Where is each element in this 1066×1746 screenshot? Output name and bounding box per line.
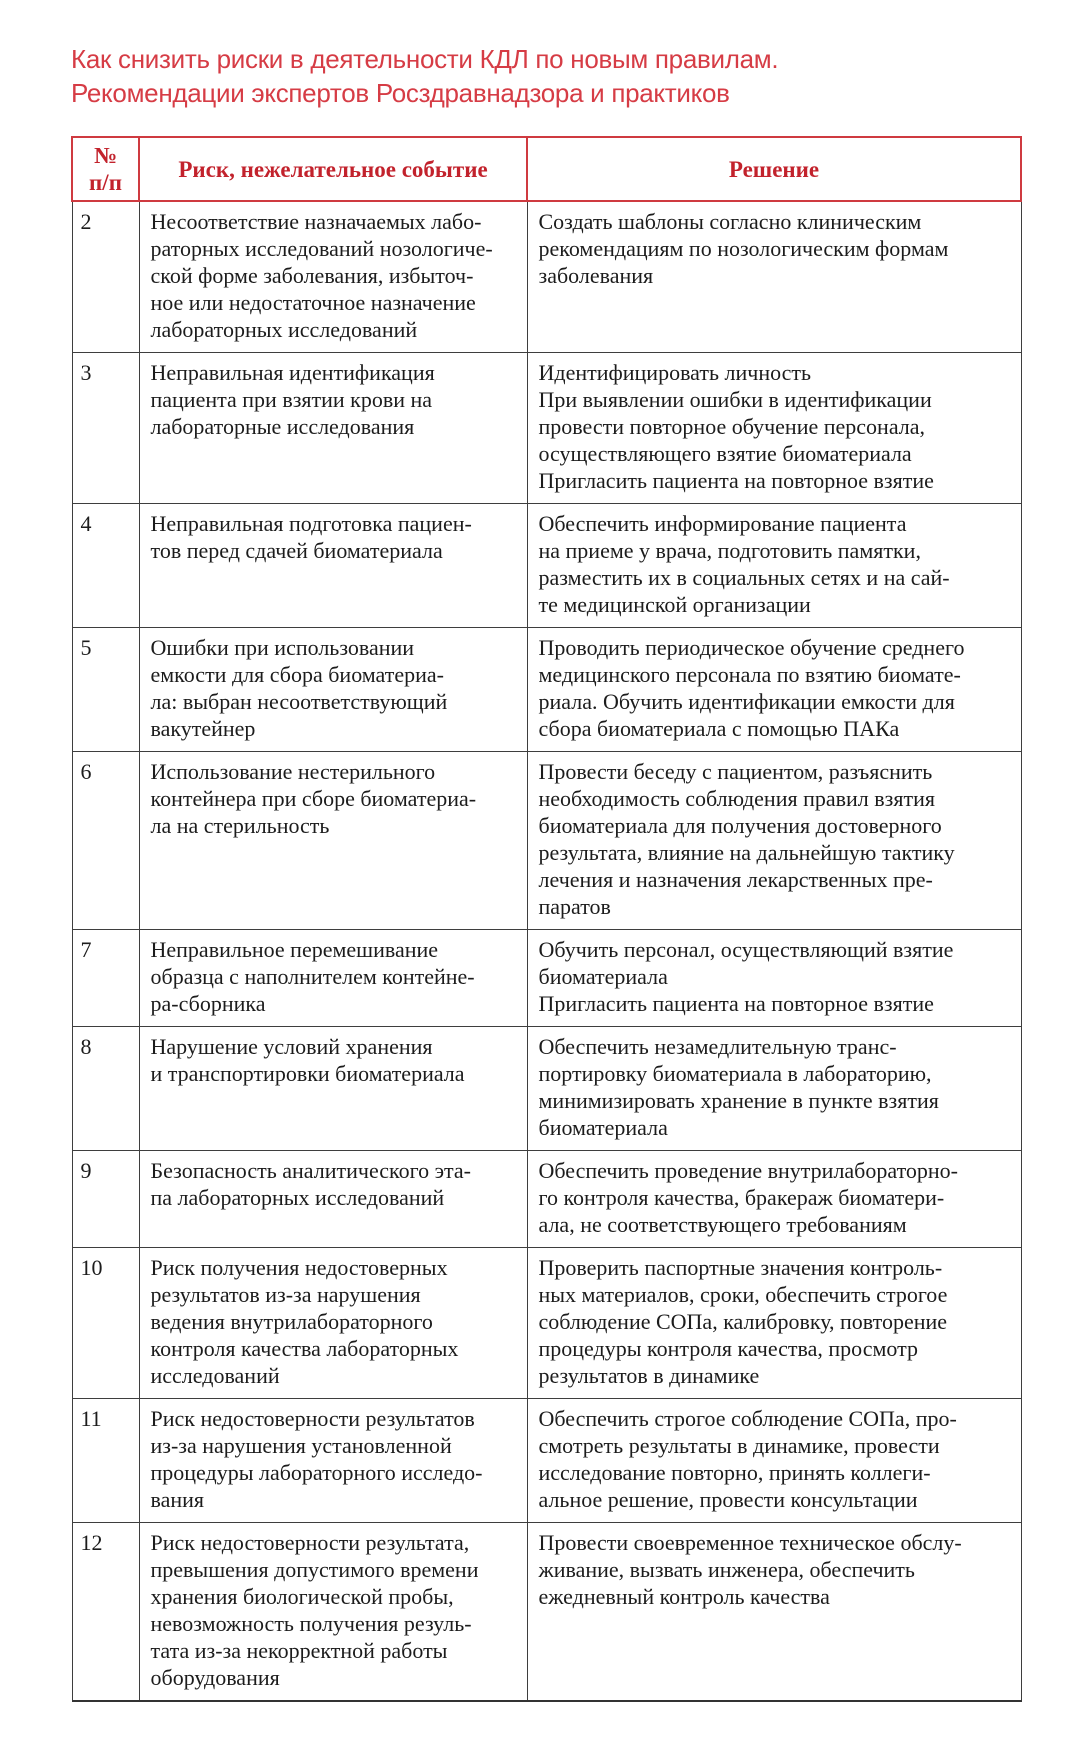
row-number-cell: 9 <box>72 1151 139 1248</box>
table-row <box>72 353 1021 504</box>
risk-cell: Использование нестерильного контейнера при сборе биоматериа- ла на стерильность <box>139 752 527 930</box>
row-number-cell: 10 <box>72 1248 139 1399</box>
document-page <box>0 42 1066 1746</box>
column-header-number: № п/п <box>72 137 139 201</box>
row-number-cell: 4 <box>72 504 139 628</box>
risk-cell: Неправильное перемешивание образца с наполнителем контейне- ра-сборника <box>139 930 527 1027</box>
table-row <box>72 930 1021 1027</box>
row-number-cell: 11 <box>72 1399 139 1523</box>
solution-cell: Провести своевременное техническое обслу- живание, вызвать инженера, обеспечить ежедневный контроль качества <box>527 1523 1021 1702</box>
table-row <box>72 504 1021 628</box>
table-row <box>72 1399 1021 1523</box>
table-body <box>72 201 1021 1701</box>
table-row <box>72 752 1021 930</box>
column-header-risk: Риск, нежелательное событие <box>139 137 527 201</box>
document-title-line-1: Как снизить риски в деятельности КДЛ по новым правилам. <box>71 44 779 74</box>
row-number-cell: 3 <box>72 353 139 504</box>
row-number-cell: 7 <box>72 930 139 1027</box>
solution-cell: Обеспечить строгое соблюдение СОПа, про- смотреть результаты в динамике, провести исследование повторно, принять коллеги- альное решение, провести консультации <box>527 1399 1021 1523</box>
risk-cell: Риск недостоверности результата, превышения допустимого времени хранения биологической пробы, невозможность получения резуль- тата из-за некорректной работы оборудования <box>139 1523 527 1702</box>
risk-cell: Неправильная идентификация пациента при взятии крови на лабораторные исследования <box>139 353 527 504</box>
risk-cell: Риск получения недостоверных результатов из-за нарушения ведения внутрилабораторного контроля качества лабораторных исследований <box>139 1248 527 1399</box>
risk-cell: Риск недостоверности результатов из-за нарушения установленной процедуры лабораторного исследо- вания <box>139 1399 527 1523</box>
solution-cell: Обучить персонал, осуществляющий взятие биоматериала Пригласить пациента на повторное взятие <box>527 930 1021 1027</box>
solution-cell: Обеспечить проведение внутрилабораторно- го контроля качества, бракераж биоматери- ала, не соответствующего требованиям <box>527 1151 1021 1248</box>
table-row <box>72 1027 1021 1151</box>
row-number-cell: 6 <box>72 752 139 930</box>
row-number-cell: 12 <box>72 1523 139 1702</box>
table-row <box>72 1523 1021 1702</box>
row-number-cell: 8 <box>72 1027 139 1151</box>
solution-cell: Провести беседу с пациентом, разъяснить необходимость соблюдения правил взятия биоматериала для получения достоверного результата, влияние на дальнейшую тактику лечения и назначения лекарственных пре- паратов <box>527 752 1021 930</box>
risk-solutions-table <box>71 136 1022 1702</box>
document-title-line-2: Рекомендации экспертов Росздравнадзора и практиков <box>71 78 730 108</box>
risk-cell: Неправильная подготовка пациен- тов перед сдачей биоматериала <box>139 504 527 628</box>
row-number-cell: 2 <box>72 201 139 353</box>
solution-cell: Создать шаблоны согласно клиническим рекомендациям по нозологическим формам заболевания <box>527 201 1021 353</box>
table-row <box>72 628 1021 752</box>
table-row <box>72 1151 1021 1248</box>
solution-cell: Обеспечить незамедлительную транс- портировку биоматериала в лабораторию, минимизировать хранение в пункте взятия биоматериала <box>527 1027 1021 1151</box>
solution-cell: Обеспечить информирование пациента на приеме у врача, подготовить памятки, разместить их в социальных сетях и на сай- те медицинской организации <box>527 504 1021 628</box>
risk-cell: Нарушение условий хранения и транспортировки биоматериала <box>139 1027 527 1151</box>
risk-cell: Ошибки при использовании емкости для сбора биоматериа- ла: выбран несоответствующий вакутейнер <box>139 628 527 752</box>
row-number-cell: 5 <box>72 628 139 752</box>
table-row <box>72 201 1021 353</box>
table-header-row <box>72 137 1021 201</box>
table-row <box>72 1248 1021 1399</box>
document-title <box>71 42 1026 110</box>
risk-cell: Безопасность аналитического эта- па лабораторных исследований <box>139 1151 527 1248</box>
risk-cell: Несоответствие назначаемых лабо- раторных исследований нозологиче- ской форме заболевания, избыточ- ное или недостаточное назначение лабораторных исследований <box>139 201 527 353</box>
table-header <box>72 137 1021 201</box>
column-header-solution: Решение <box>527 137 1021 201</box>
solution-cell: Проводить периодическое обучение среднего медицинского персонала по взятию биомате- риала. Обучить идентификации емкости для сбора биоматериала с помощью ПАКа <box>527 628 1021 752</box>
solution-cell: Идентифицировать личность При выявлении ошибки в идентификации провести повторное обучение персонала, осуществляющего взятие биоматериала Пригласить пациента на повторное взятие <box>527 353 1021 504</box>
solution-cell: Проверить паспортные значения контроль- ных материалов, сроки, обеспечить строгое соблюдение СОПа, калибровку, повторение процедуры контроля качества, просмотр результатов в динамике <box>527 1248 1021 1399</box>
